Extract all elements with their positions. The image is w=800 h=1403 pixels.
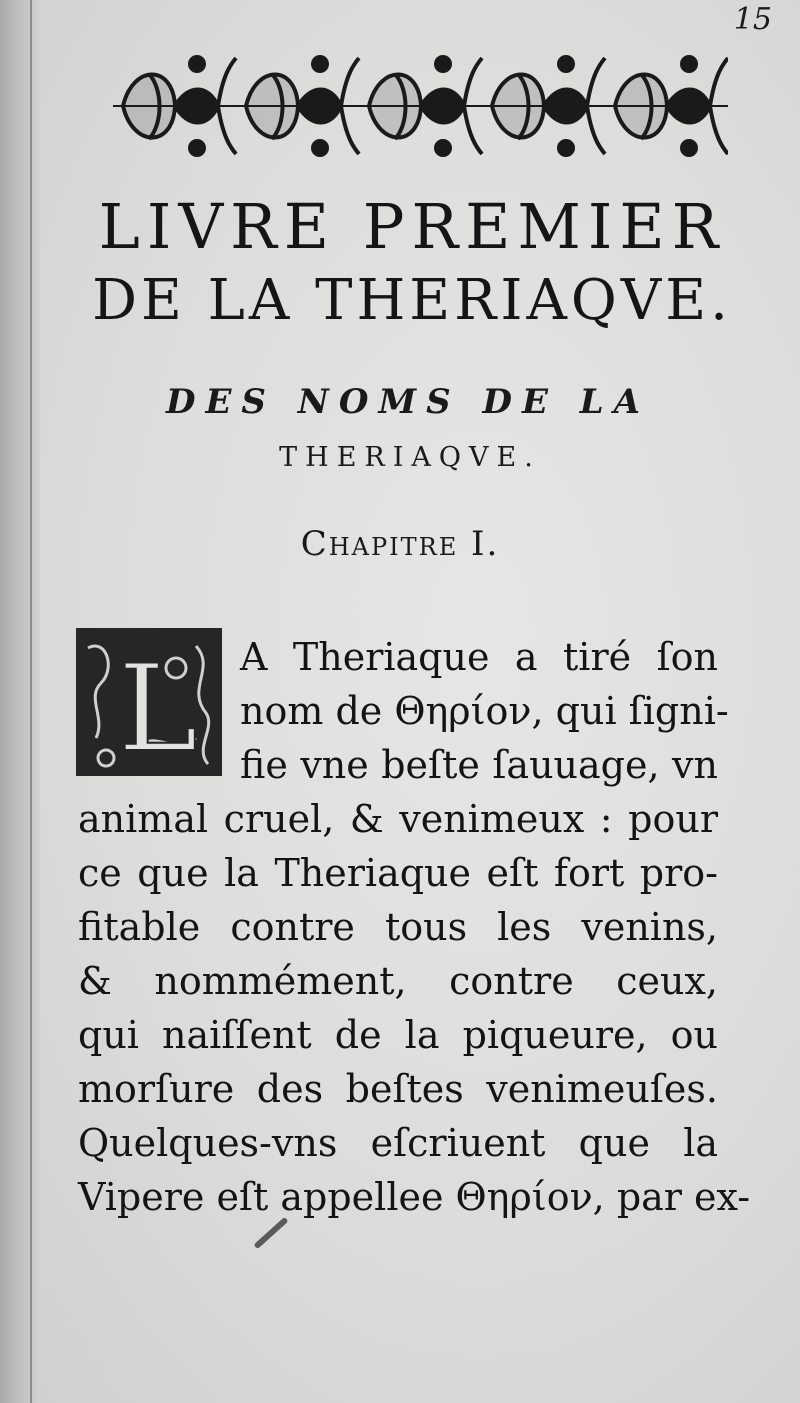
text-line: Vipere eſt appellee Θηρίον, par ex- [78,1175,751,1219]
page-number: 15 [733,2,772,37]
chapter-heading: Chapitre I. [300,524,500,564]
text-line: fitable contre tous les venins, [78,905,718,949]
text-line: nom de Θηρίον, qui ſigni- [240,689,729,733]
text-line: animal cruel, & venimeux : pour [78,797,718,841]
text-line: A Theriaque a tiré ſon [240,635,718,679]
decorated-initial [76,628,222,776]
book-subtitle: DE LA THERIAQVE. [92,268,732,333]
section-title: DES NOMS DE LA [165,382,651,422]
text-line: Quelques-vns eſcriuent que la [78,1121,718,1165]
text-line: ce que la Theriaque eſt fort pro- [78,851,718,895]
text-line: & nommément, contre ceux, [78,959,718,1003]
text-line: morſure des beſtes venimeuſes. [78,1067,718,1111]
section-title-continued: THERIAQVE. [279,442,541,473]
headpiece-ornament [113,44,728,169]
text-line: qui naiſſent de la piqueure, ou [78,1013,718,1057]
book-title: LIVRE PREMIER [98,190,726,263]
dropcap-letter: L [118,640,198,776]
text-line: fie vne beſte ſauuage, vn [240,743,718,787]
